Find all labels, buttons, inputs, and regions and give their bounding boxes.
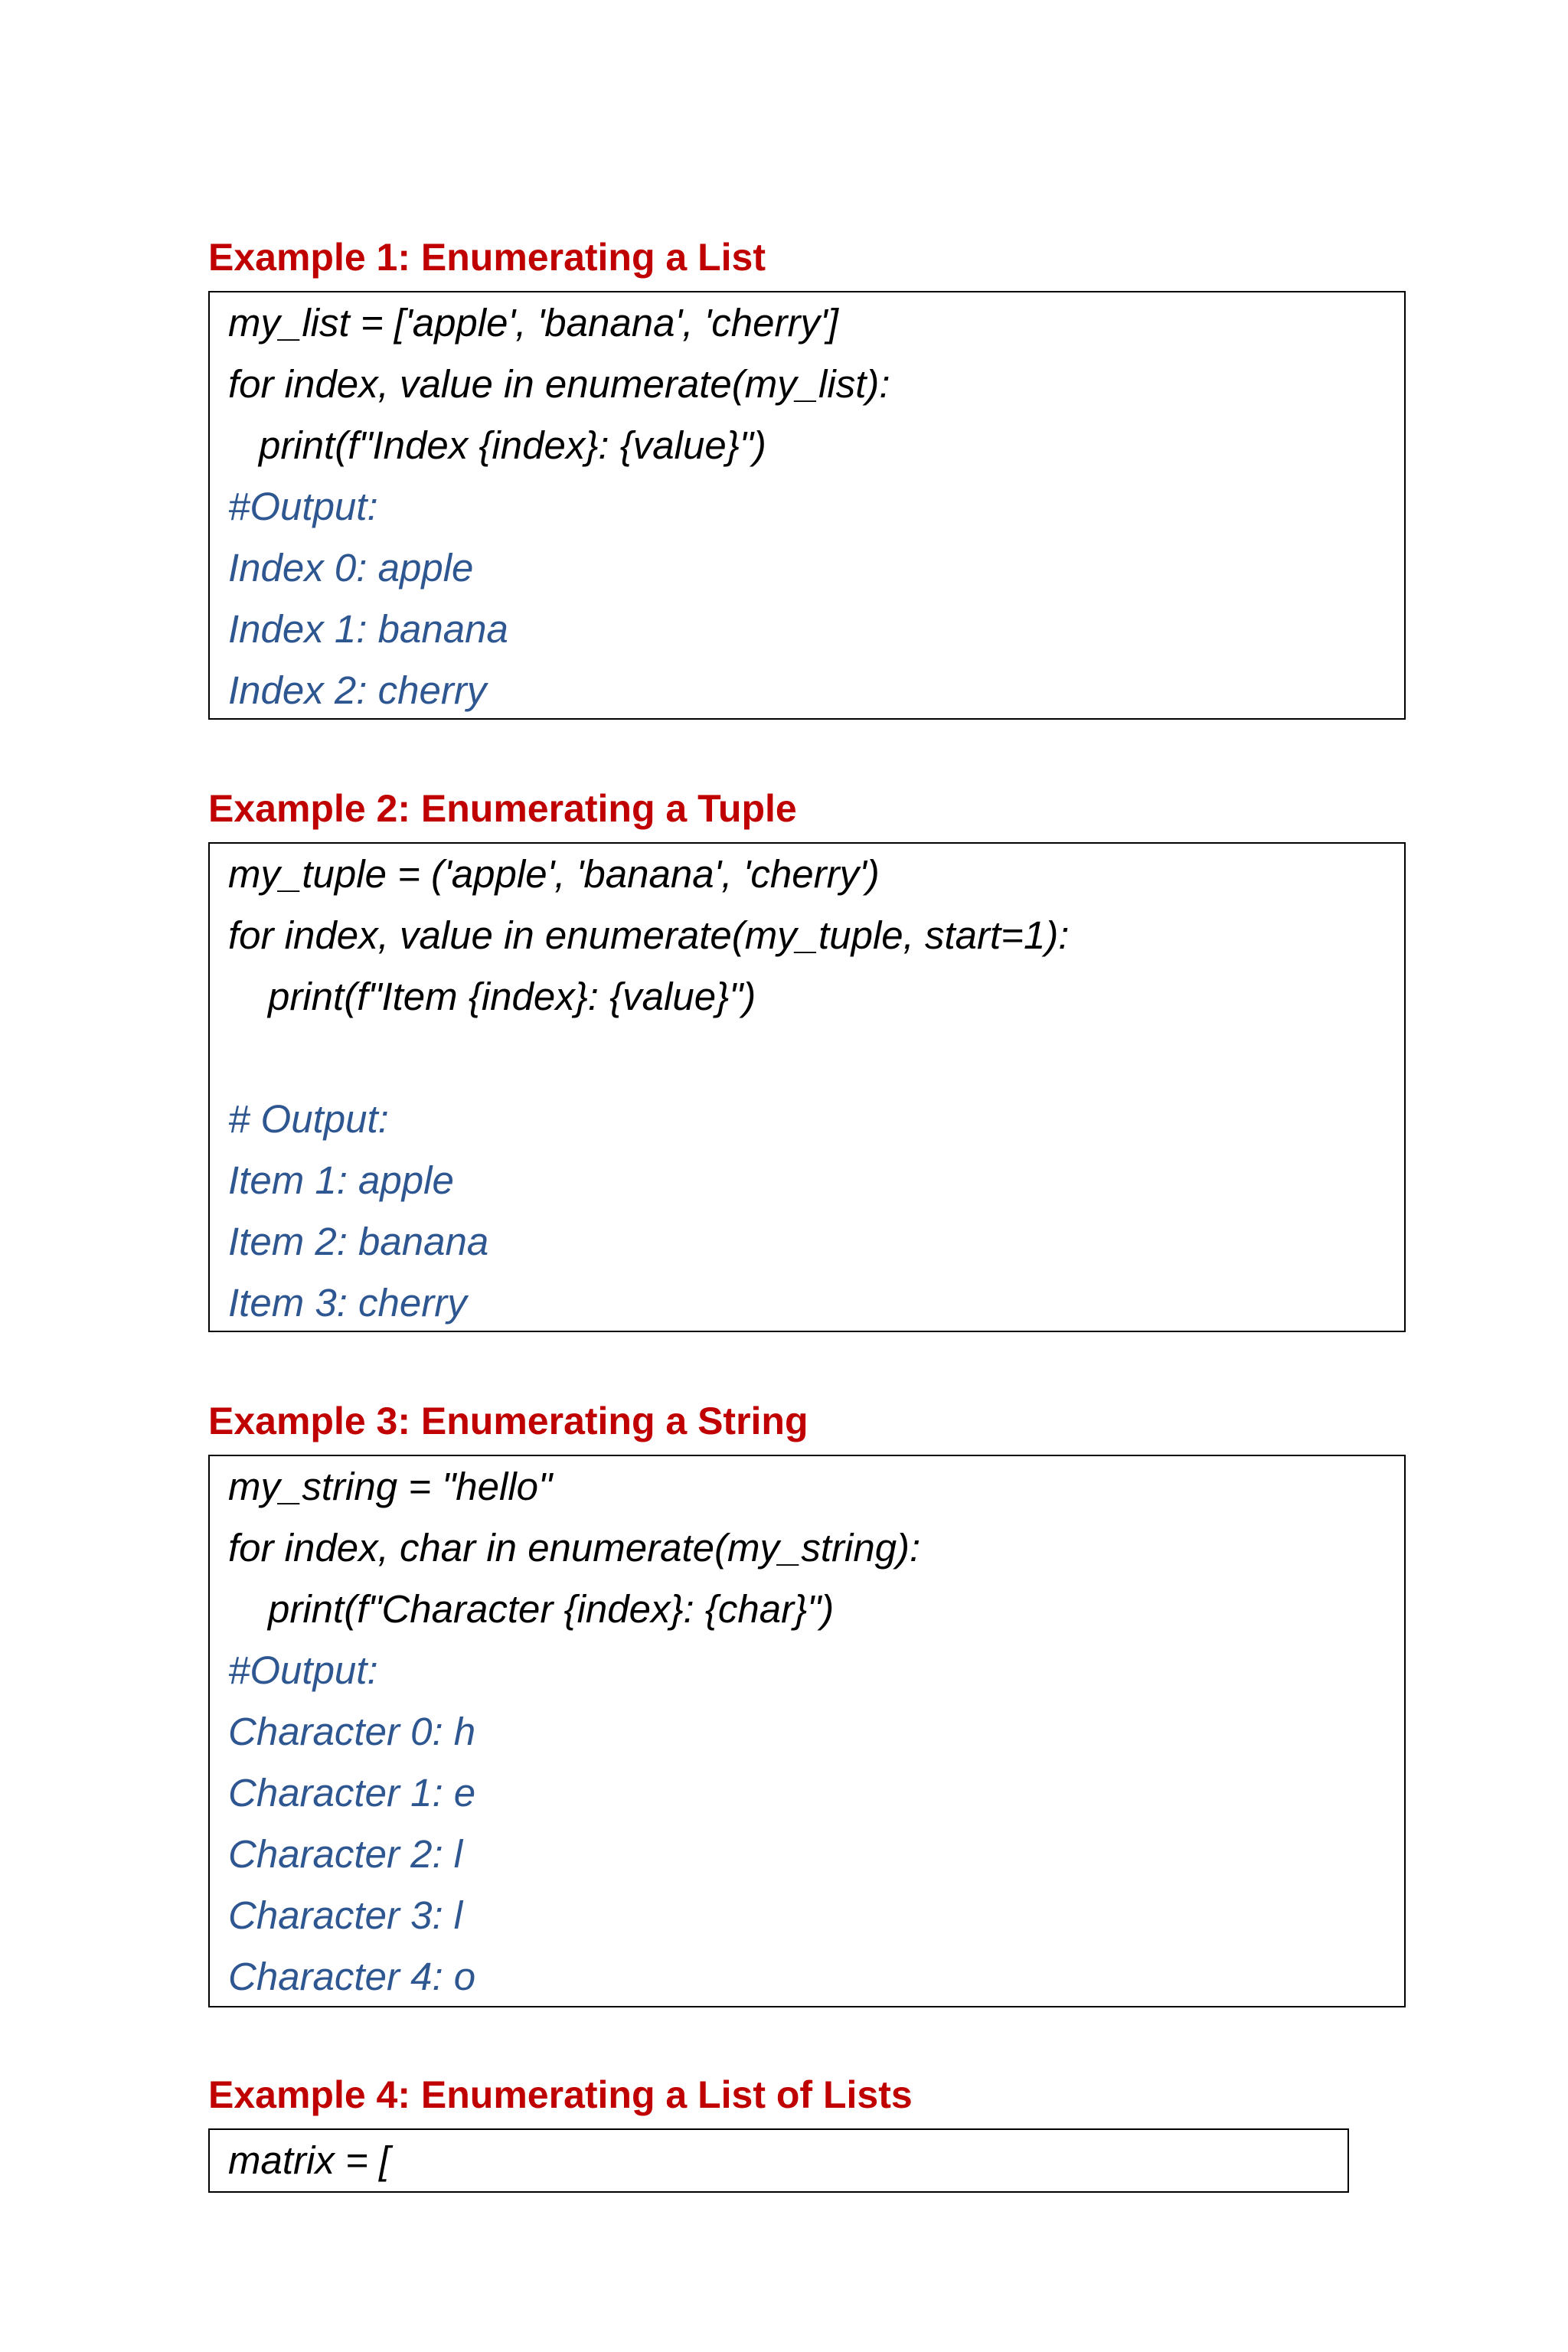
output-line: Item 2: banana	[228, 1220, 489, 1263]
example-4-title: Example 4: Enumerating a List of Lists	[208, 2073, 913, 2116]
output-line: Character 2: l	[228, 1832, 463, 1876]
output-line: Character 1: e	[228, 1771, 476, 1815]
output-line: Character 0: h	[228, 1710, 476, 1753]
code-line: my_tuple = ('apple', 'banana', 'cherry')	[228, 852, 880, 896]
example-1-title: Example 1: Enumerating a List	[208, 236, 766, 279]
code-line: for index, value in enumerate(my_tuple, start=1):	[228, 913, 1070, 957]
output-comment: # Output:	[228, 1097, 389, 1141]
example-3-title: Example 3: Enumerating a String	[208, 1400, 808, 1442]
example-2-code-block	[208, 842, 1406, 1332]
output-comment: #Output:	[228, 485, 378, 528]
example-1-code-block	[208, 291, 1406, 720]
code-line: for index, char in enumerate(my_string):	[228, 1526, 921, 1570]
output-line: Index 0: apple	[228, 546, 474, 590]
output-line: Character 4: o	[228, 1955, 476, 1998]
code-line: print(f"Character {index}: {char}")	[268, 1587, 835, 1631]
output-line: Character 3: l	[228, 1893, 463, 1937]
code-line: print(f"Index {index}: {value}")	[259, 423, 766, 467]
output-line: Item 1: apple	[228, 1158, 454, 1202]
output-line: Index 2: cherry	[228, 668, 487, 712]
code-line: for index, value in enumerate(my_list):	[228, 362, 890, 406]
output-line: Index 1: banana	[228, 607, 508, 651]
output-comment: #Output:	[228, 1648, 378, 1692]
code-line: my_string = "hello"	[228, 1465, 553, 1508]
code-line: matrix = [	[228, 2138, 390, 2182]
output-line: Item 3: cherry	[228, 1281, 467, 1325]
code-line: my_list = ['apple', 'banana', 'cherry']	[228, 301, 838, 345]
example-3-code-block	[208, 1455, 1406, 2007]
example-2-title: Example 2: Enumerating a Tuple	[208, 787, 797, 830]
code-line: print(f"Item {index}: {value}")	[268, 975, 756, 1018]
example-4-code-block	[208, 2128, 1349, 2193]
